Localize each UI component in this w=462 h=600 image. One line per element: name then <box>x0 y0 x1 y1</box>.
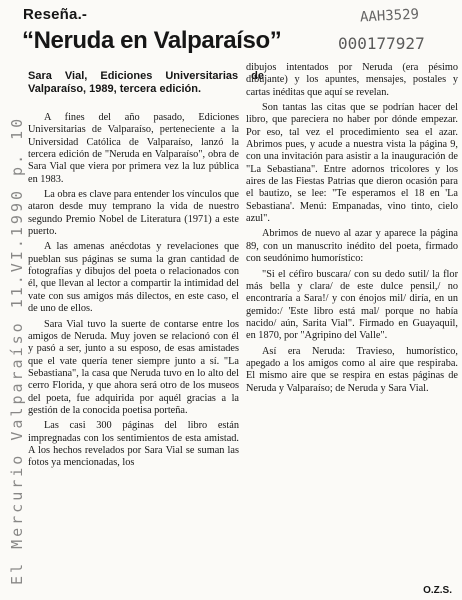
paragraph: A fines del año pasado, Ediciones Universitarias de Valparaíso, perteneciente a la Universidad Católica de Valparaíso, lanzó la tercera edición de "Neruda en Valparaíso", obra de Sara Vial que viera por primera vez la luz pública en 1983. <box>28 112 239 185</box>
paragraph: dibujos intentados por Neruda (era pésimo dibujante) y los apuntes, mensajes, postales y cartas inéditas que aquí se revelan. <box>246 62 458 98</box>
right-text-column <box>246 62 458 597</box>
paragraph: Son tantas las citas que se podrían hacer del libro, que pareciera no haber por dónde empezar. Por eso, tal vez el procedimiento sea el azar. Abrimos pues, y acude a nuestra vista la página 9, con una invitación para asistir a la inauguración de "La Sebastiana". Entre adornos tricolores y los aires de las Fiestas Patrias que dieron ocasión para el bautizo, se lee: "Te esperamos el 18 en 'La Sebastiana'. Menú: Empanadas, vino tinto, cielo azul". <box>246 102 458 225</box>
left-text-column <box>28 112 239 598</box>
quoted-poem: "Si el céfiro buscara/ con su dedo sutil/ la flor más bella y clara/ de este dulce pensil,/ no encontraría a Sara!/ y con énojos mil/ diría, en un gemido:/ 'Este libro está mal/ porque no había nacido/ aún, Sarita Vial". Firmado en Guayaquil, en 1870, por "Agripino del Valle". <box>246 268 458 342</box>
paragraph: Abrimos de nuevo al azar y aparece la página 89, con un manuscrito inédito del poeta, firmado con seudónimo humorístico: <box>246 228 458 265</box>
paragraph: La obra es clave para entender los vínculos que ataron desde muy temprano la vida de nuestro segundo Premio Nobel de Literatura (1971) a este puerto. <box>28 189 239 238</box>
paragraph: Sara Vial tuvo la suerte de contarse entre los amigos de Neruda. Muy joven se relacionó con él y pasó a ser, junto a su esposo, de esas amistades que el vate quería tener siempre junto a sí. "La Sebastiana", la casa que Neruda tuvo en lo alto del cerro Florida, y que ahora será otro de los museos del poeta, fue adquirida por aquél gracias a la gestión de la conocida poetisa porteña. <box>28 318 239 416</box>
paragraph: Las casi 300 páginas del libro están impregnadas con los sentimientos de esta amistad. A los hechos revelados por Sara Vial se suman las fotos ya mencionadas, los <box>28 420 239 469</box>
author-initials: O.Z.S. <box>423 585 452 596</box>
handwritten-record-number: 000177927 <box>338 34 425 53</box>
paragraph: Así era Neruda: Travieso, humorístico, apegado a los amigos como al aire que respiraba. El mismo aire que se respira en estas páginas de Neruda y Valparaíso; de Neruda y Sara Vial. <box>246 345 458 394</box>
paragraph: A las amenas anécdotas y revelaciones que pueblan sus páginas se suma la gran cantidad de fotografías y dibujos del poeta o relacionados con él, que llevan al lector a compartir la intimidad del vate con sus amigos más dilectos, en este caso, el de uno de ellos. <box>28 241 239 315</box>
section-label: Reseña.- <box>23 6 88 23</box>
book-byline: Sara Vial, Ediciones Universitarias de Valparaíso, 1989, tercera edición. <box>28 70 264 95</box>
handwritten-margin-note: El Mercurio Valparaíso 11.VI.1990 p. 10 <box>8 115 26 585</box>
handwritten-archive-code: AAH3529 <box>359 6 420 26</box>
article-title: “Neruda en Valparaíso” <box>22 27 282 54</box>
